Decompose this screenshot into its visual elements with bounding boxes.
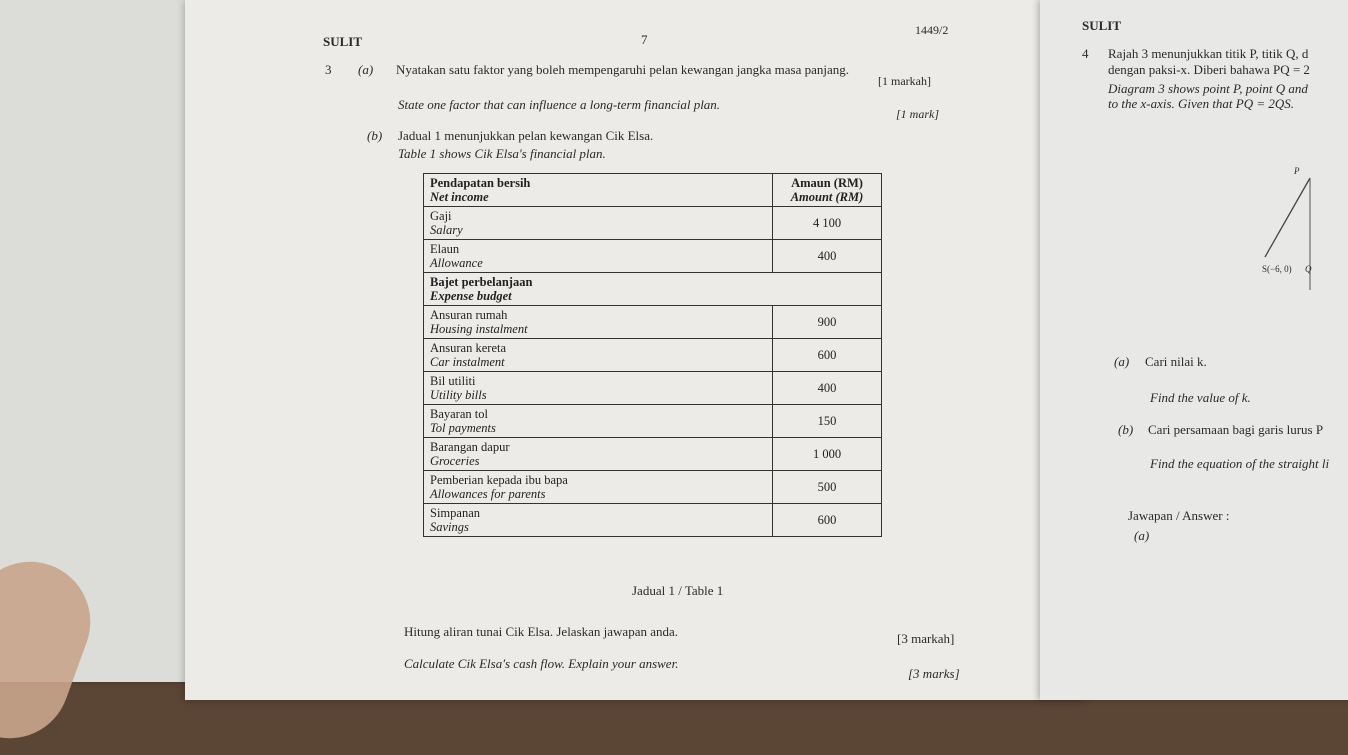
table-caption: Jadual 1 / Table 1 — [632, 583, 724, 598]
q3b-task-ms: Hitung aliran tunai Cik Elsa. Jelaskan jawapan anda. — [404, 624, 679, 639]
q3a-marks-en: [1 mark] — [896, 107, 940, 121]
q4-number: 4 — [1082, 46, 1089, 61]
q3b-intro-en: Table 1 shows Cik Elsa's financial plan. — [398, 146, 606, 161]
q4-text-line3: Diagram 3 shows point P, point Q and — [1108, 81, 1308, 96]
q3b-marks-en: [3 marks] — [908, 666, 960, 681]
table-row: Barangan dapur Groceries 1 000 — [424, 438, 882, 471]
paper-code: 1449/2 — [915, 23, 949, 37]
answer-label: Jawapan / Answer : — [1128, 508, 1230, 523]
q3b-intro-ms: Jadual 1 menunjukkan pelan kewangan Cik Elsa. — [398, 128, 654, 143]
table-row: Bayaran tol Tol payments 150 — [424, 405, 882, 438]
main-page-number: 7 — [641, 32, 648, 47]
q3-number: 3 — [325, 62, 332, 77]
q3b-marks-ms: [3 markah] — [897, 631, 955, 646]
q3a-marks-ms: [1 markah] — [878, 74, 931, 88]
table-header-col1: Pendapatan bersih Net income — [424, 174, 773, 207]
diagram-3-lines — [1255, 160, 1348, 300]
q4-text-line4: to the x-axis. Given that PQ = 2QS. — [1108, 96, 1295, 111]
q4b-label: (b) — [1118, 422, 1134, 437]
table-row: Pemberian kepada ibu bapa Allowances for parents 500 — [424, 471, 882, 504]
q3a-text-en: State one factor that can influence a long-term financial plan. — [398, 97, 721, 112]
table-row: Ansuran kereta Car instalment 600 — [424, 339, 882, 372]
table-row: Bil utiliti Utility bills 400 — [424, 372, 882, 405]
table-header-row — [424, 174, 882, 207]
table-row: Simpanan Savings 600 — [424, 504, 882, 537]
q4b-text-en: Find the equation of the straight li — [1150, 456, 1330, 471]
q3a-text-ms: Nyatakan satu faktor yang boleh mempengaruhi pelan kewangan jangka masa panjang. — [396, 62, 850, 77]
q4a-text-ms: Cari nilai k. — [1145, 354, 1207, 369]
table-row: Gaji Salary 4 100 — [424, 207, 882, 240]
line-ps — [1265, 178, 1310, 257]
main-page-header: SULIT — [323, 34, 363, 49]
diagram-label-s: S(−6, 0) — [1262, 264, 1292, 274]
financial-plan-table — [423, 173, 882, 537]
q4a-label: (a) — [1114, 354, 1130, 369]
table-row: Elaun Allowance 400 — [424, 240, 882, 273]
diagram-label-q: Q — [1305, 264, 1312, 274]
answer-a-label: (a) — [1134, 528, 1150, 543]
q3a-label: (a) — [358, 62, 374, 77]
table-header-col2: Amaun (RM) Amount (RM) — [773, 174, 882, 207]
right-page-header: SULIT — [1082, 18, 1122, 33]
table-row: Ansuran rumah Housing instalment 900 — [424, 306, 882, 339]
q3b-task-en: Calculate Cik Elsa's cash flow. Explain your answer. — [404, 656, 679, 671]
q4-text-line2: dengan paksi-x. Diberi bahawa PQ = 2 — [1108, 62, 1310, 77]
q4b-text-ms: Cari persamaan bagi garis lurus P — [1148, 422, 1324, 437]
q4-text-line1: Rajah 3 menunjukkan titik P, titik Q, d — [1108, 46, 1309, 61]
q3b-label: (b) — [367, 128, 383, 143]
q4a-text-en: Find the value of k. — [1150, 390, 1251, 405]
expense-header-row: Bajet perbelanjaan Expense budget — [424, 273, 882, 306]
diagram-label-p: P — [1294, 166, 1300, 176]
